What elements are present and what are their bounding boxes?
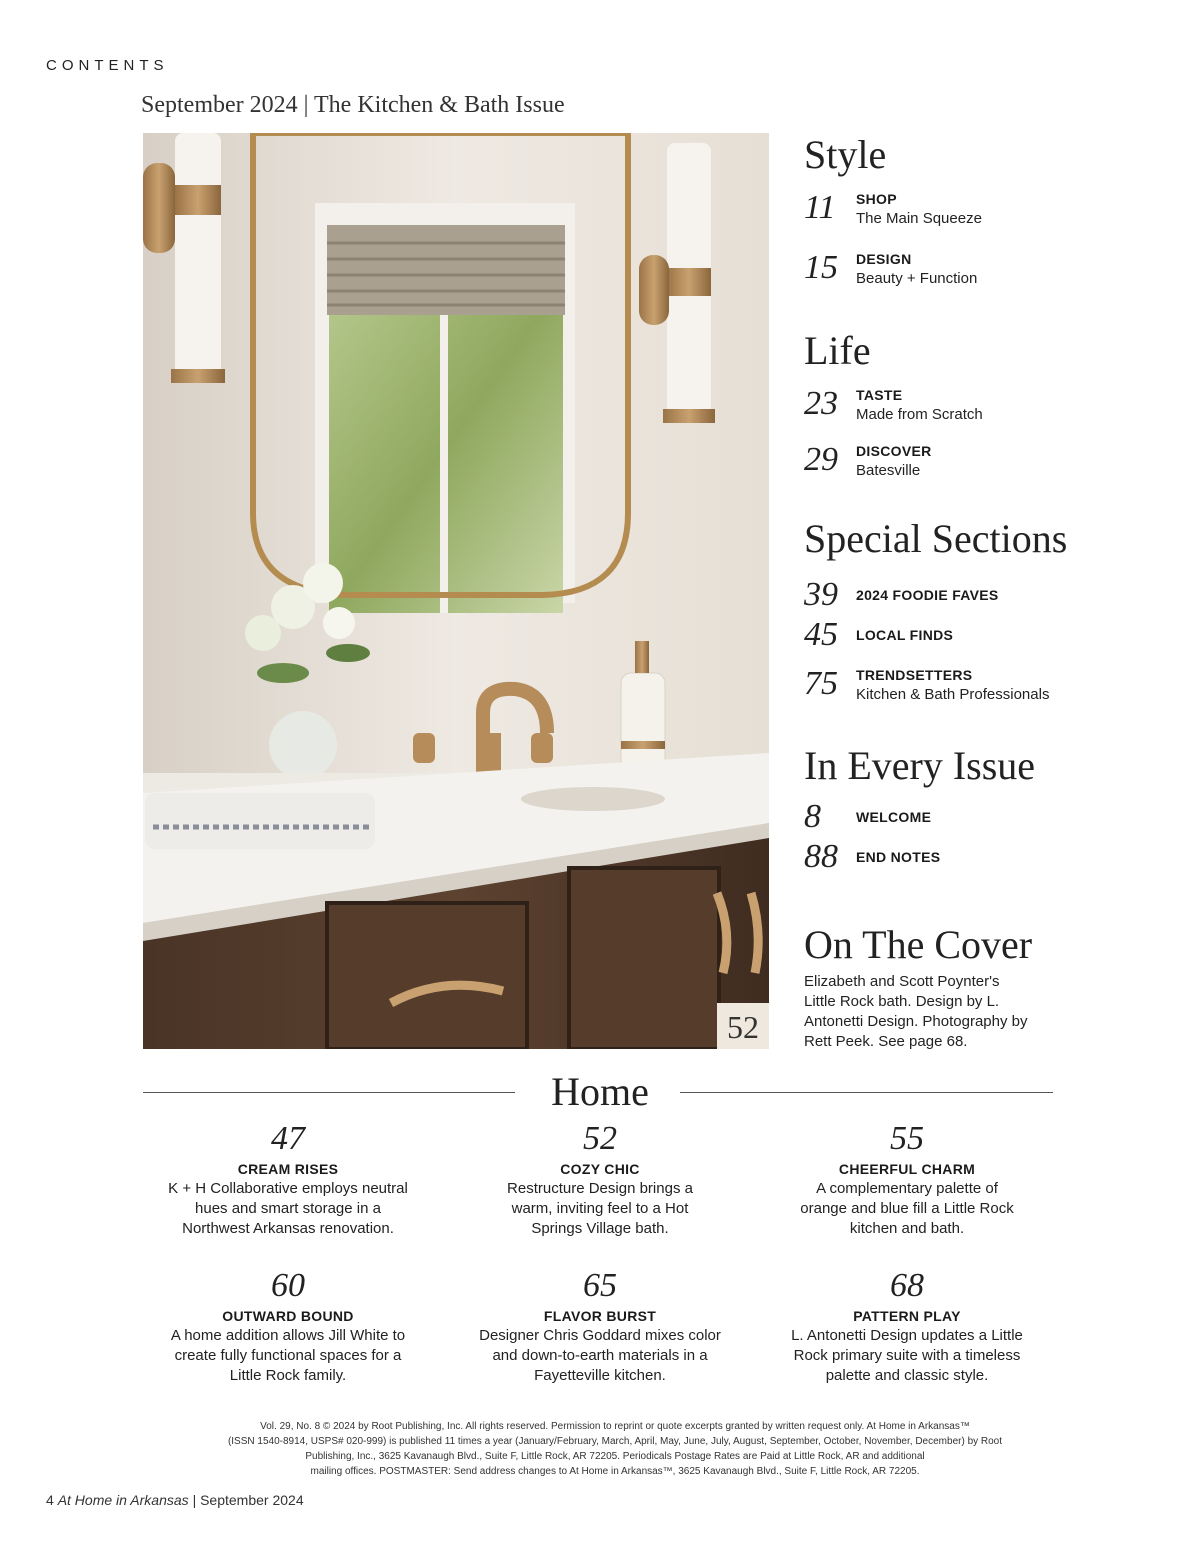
feature-item[interactable] bbox=[450, 1121, 750, 1239]
section-heading-cover: On The Cover bbox=[804, 922, 1033, 967]
entry-kicker: DESIGN bbox=[856, 251, 912, 267]
feature-description: A complementary palette of orange and blue fill a Little Rock kitchen and bath. bbox=[800, 1180, 1014, 1237]
section-heading-special: Special Sections bbox=[804, 516, 1068, 561]
page-number: 45 bbox=[804, 616, 838, 653]
feature-item[interactable] bbox=[757, 1268, 1057, 1386]
feature-item[interactable] bbox=[450, 1268, 750, 1386]
feature-kicker: OUTWARD BOUND bbox=[222, 1308, 354, 1324]
feature-kicker: FLAVOR BURST bbox=[543, 1308, 657, 1324]
entry-description: The Main Squeeze bbox=[856, 210, 982, 227]
page-number: 47 bbox=[271, 1120, 305, 1157]
entry-description: Made from Scratch bbox=[856, 406, 983, 423]
feature-item[interactable] bbox=[138, 1268, 438, 1386]
footer-issue: | September 2024 bbox=[192, 1492, 304, 1508]
issue-title: September 2024 | The Kitchen & Bath Issue bbox=[141, 92, 565, 118]
toc-entry[interactable] bbox=[804, 191, 1084, 235]
toc-entry[interactable] bbox=[804, 800, 1084, 844]
cover-photo bbox=[143, 133, 769, 1049]
toc-entry[interactable] bbox=[804, 618, 1084, 662]
entry-kicker: SHOP bbox=[856, 191, 897, 207]
bathroom-vanity-illustration bbox=[143, 133, 769, 1049]
feature-description: K + H Collaborative employs neutral hues and smart storage in a Northwest Arkansas renovation. bbox=[168, 1180, 408, 1237]
feature-description: A home addition allows Jill White to create fully functional spaces for a Little Rock family. bbox=[170, 1327, 406, 1384]
page-number: 29 bbox=[804, 441, 838, 478]
entry-kicker: WELCOME bbox=[856, 809, 932, 825]
feature-kicker: CREAM RISES bbox=[237, 1161, 339, 1177]
page-number: 60 bbox=[271, 1267, 305, 1304]
entry-description: Kitchen & Bath Professionals bbox=[856, 686, 1050, 703]
page-number: 23 bbox=[804, 385, 838, 422]
cover-page-number: 52 bbox=[717, 1003, 769, 1049]
feature-kicker: PATTERN PLAY bbox=[853, 1308, 961, 1324]
page-number: 15 bbox=[804, 249, 838, 286]
legal-line: Vol. 29, No. 8 © 2024 by Root Publishing, Inc. All rights reserved. Permission to reprint or quote excerpts granted by written request only. At Home in Arkansas™ bbox=[260, 1421, 970, 1432]
toc-entry[interactable] bbox=[804, 578, 1084, 622]
page-number: 75 bbox=[804, 665, 838, 702]
entry-kicker: TASTE bbox=[856, 387, 903, 403]
magazine-name: At Home in Arkansas bbox=[57, 1492, 189, 1508]
toc-entry[interactable] bbox=[804, 387, 1084, 431]
toc-entry[interactable] bbox=[804, 443, 1084, 487]
page-number: 68 bbox=[890, 1267, 924, 1304]
feature-item[interactable] bbox=[757, 1121, 1057, 1239]
entry-description: Batesville bbox=[856, 462, 921, 479]
page-number: 52 bbox=[583, 1120, 617, 1157]
entry-kicker: LOCAL FINDS bbox=[856, 627, 954, 643]
feature-item[interactable] bbox=[138, 1121, 438, 1239]
toc-entry[interactable] bbox=[804, 840, 1084, 884]
page-footer bbox=[46, 1492, 304, 1508]
legal-line: mailing offices. POSTMASTER: Send address changes to At Home in Arkansas™, 3625 Kavanaugh Blvd., Suite F, Little Rock, AR 72205. bbox=[310, 1466, 920, 1477]
legal-line: Publishing, Inc., 3625 Kavanaugh Blvd., Suite F, Little Rock, AR 72205. Periodicals Postage Rates are Paid at Little Rock, AR and additional bbox=[305, 1451, 925, 1462]
section-heading-home: Home bbox=[551, 1069, 649, 1114]
contents-label: CONTENTS bbox=[46, 57, 169, 74]
feature-kicker: COZY CHIC bbox=[560, 1161, 640, 1177]
toc-entry[interactable] bbox=[804, 667, 1104, 711]
feature-description: Designer Chris Goddard mixes color and down-to-earth materials in a Fayetteville kitchen. bbox=[479, 1327, 721, 1384]
entry-kicker: TRENDSETTERS bbox=[856, 667, 973, 683]
cover-description: Elizabeth and Scott Poynter's Little Rock bath. Design by L. Antonetti Design. Photography by Rett Peek. See page 68. bbox=[804, 973, 1028, 1050]
feature-description: Restructure Design brings a warm, inviting feel to a Hot Springs Village bath. bbox=[507, 1180, 693, 1237]
entry-kicker: DISCOVER bbox=[856, 443, 932, 459]
toc-entry[interactable] bbox=[804, 251, 1084, 295]
page-number: 55 bbox=[890, 1120, 924, 1157]
page-number: 65 bbox=[583, 1267, 617, 1304]
feature-kicker: CHEERFUL CHARM bbox=[838, 1161, 976, 1177]
page-number: 88 bbox=[804, 838, 838, 875]
folio-number: 4 bbox=[46, 1492, 54, 1508]
section-heading-style: Style bbox=[804, 132, 887, 177]
page-number: 11 bbox=[804, 189, 836, 226]
entry-description: Beauty + Function bbox=[856, 270, 978, 287]
section-heading-life: Life bbox=[804, 328, 871, 373]
page-number: 8 bbox=[804, 798, 821, 835]
section-heading-every-issue: In Every Issue bbox=[804, 743, 1036, 788]
page-number: 39 bbox=[804, 576, 838, 613]
entry-kicker: 2024 FOODIE FAVES bbox=[856, 587, 999, 603]
entry-kicker: END NOTES bbox=[856, 849, 941, 865]
legal-line: (ISSN 1540-8914, USPS# 020-999) is published 11 times a year (January/February, March, April, May, June, July, August, September, October, November, December) by Root bbox=[227, 1436, 1003, 1447]
feature-description: L. Antonetti Design updates a Little Rock primary suite with a timeless palette and classic style. bbox=[791, 1327, 1023, 1384]
legal-notice bbox=[150, 1419, 1080, 1479]
